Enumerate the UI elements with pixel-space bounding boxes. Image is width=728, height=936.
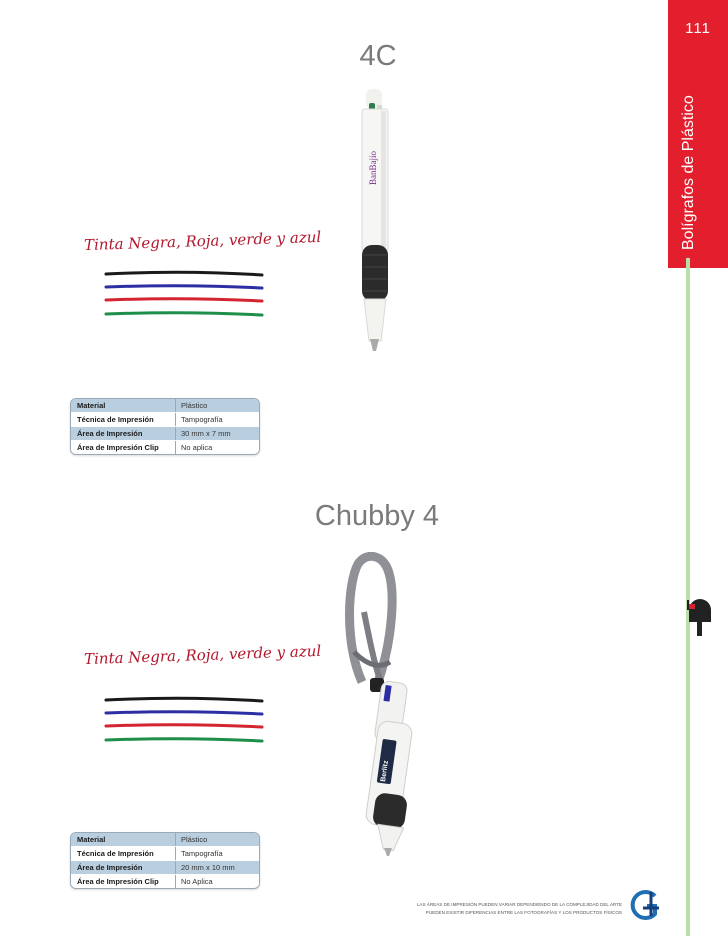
- section-title: Bolígrafos de Plástico: [680, 95, 697, 250]
- footer-line-2: PUEDEN EXISTIR DIFERENCIAS ENTRE LAS FOTOGRAFÍAS Y LOS PRODUCTOS FÍSICOS: [425, 910, 622, 915]
- spec-label: Área de Impresión Clip: [71, 441, 176, 454]
- spec-value: No Aplica: [181, 877, 213, 886]
- ink-label-4c: Tinta Negra, Roja, verde y azul: [83, 227, 322, 255]
- spec-label: Área de Impresión Clip: [71, 875, 176, 888]
- spec-value: 30 mm x 7 mm: [181, 429, 231, 438]
- spec-label: Área de Impresión: [71, 427, 176, 440]
- spec-row-print-area: [71, 427, 259, 441]
- spec-row-print-area: [71, 861, 259, 875]
- spec-row-technique: [71, 413, 259, 427]
- mailbox-icon: [683, 592, 717, 636]
- product-title-chubby-4: Chubby 4: [314, 500, 440, 532]
- spec-value: Plástico: [181, 835, 208, 844]
- page-number: 111: [685, 20, 711, 37]
- pen-brand-chubby-4: Berlitz: [380, 760, 390, 783]
- spec-value: 20 mm x 10 mm: [181, 863, 235, 872]
- footer-line-1: LAS ÁREAS DE IMPRESIÓN PUEDEN VARIAR DEPENDIENDO DE LA COMPLEJIDAD DEL ARTE: [416, 902, 622, 907]
- spec-row-material: [71, 833, 259, 847]
- footer-disclaimer: [400, 901, 622, 917]
- spec-value: Tampografía: [181, 415, 223, 424]
- spec-row-clip-area: [71, 875, 259, 888]
- spec-label: Material: [71, 833, 176, 846]
- spec-label: Técnica de Impresión: [71, 847, 176, 860]
- spec-label: Material: [71, 399, 176, 412]
- spec-table-4c: [70, 398, 260, 455]
- spec-row-clip-area: [71, 441, 259, 454]
- spec-value: No aplica: [181, 443, 213, 452]
- spec-value: Plástico: [181, 401, 208, 410]
- spec-label: Técnica de Impresión: [71, 413, 176, 426]
- pen-brand-4c: BanBajío: [368, 151, 378, 185]
- g4-logo: [625, 888, 665, 922]
- product-title-4c: 4C: [359, 40, 397, 72]
- pen-image-chubby-4: [340, 552, 420, 862]
- spec-row-material: [71, 399, 259, 413]
- pen-image-4c: [350, 85, 398, 360]
- ink-color-swatches-chubby-4: [102, 692, 267, 748]
- spec-table-chubby-4: [70, 832, 260, 889]
- spec-value: Tampografía: [181, 849, 223, 858]
- ink-label-chubby-4: Tinta Negra, Roja, verde y azul: [83, 641, 322, 669]
- spec-row-technique: [71, 847, 259, 861]
- spec-label: Área de Impresión: [71, 861, 176, 874]
- ink-color-swatches-4c: [102, 266, 267, 322]
